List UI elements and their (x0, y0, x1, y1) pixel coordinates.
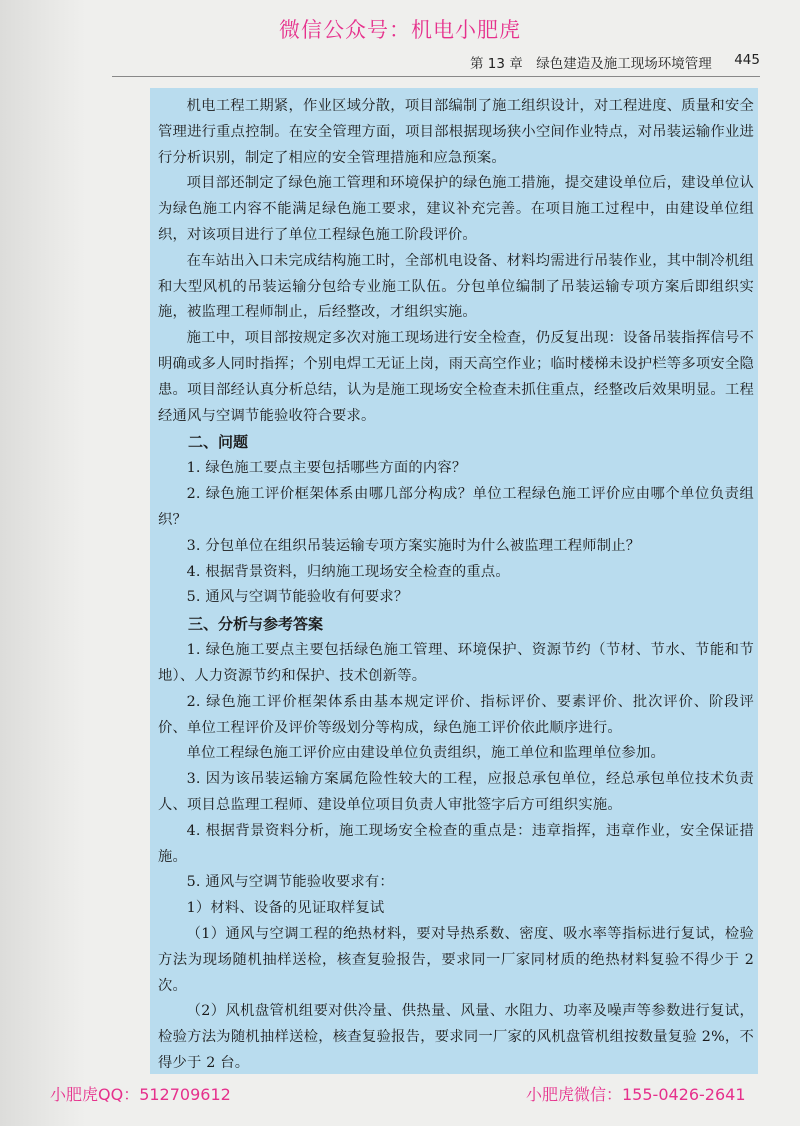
background-paragraph-1: 机电工程工期紧，作业区域分散，项目部编制了施工组织设计，对工程进度、质量和安全管理进行重点控制。在安全管理方面，项目部根据现场狭小空间作业特点，对吊装运输作业进行分析识别，制定了相应的安全管理措施和应急预案。 (158, 98, 754, 166)
answer-5-item-1: 1）材料、设备的见证取样复试 (186, 900, 385, 917)
answer-5: 5. 通风与空调节能验收要求有： (186, 874, 394, 891)
question-4: 4. 根据背景资料，归纳施工现场安全检查的重点。 (186, 563, 510, 580)
footer-qq: 小肥虎QQ：512709612 (50, 1085, 231, 1104)
answer-2: 2. 绿色施工评价框架体系由基本规定评价、指标评价、要素评价、批次评价、阶段评价、单位工程评价及评价等级划分等构成，绿色施工评价依此顺序进行。 (158, 693, 754, 736)
answers-heading: 三、分析与参考答案 (188, 615, 324, 634)
question-2: 2. 绿色施工评价框架体系由哪几部分构成？单位工程绿色施工评价应由哪个单位负责组织？ (158, 486, 754, 528)
running-head (470, 52, 760, 72)
questions-heading: 二、问题 (188, 433, 249, 452)
case-content-box (150, 88, 758, 1074)
page-number: 445 (734, 52, 760, 68)
background-paragraph-4: 施工中，项目部按规定多次对施工现场进行安全检查，仍反复出现：设备吊装指挥信号不明确或多人同时指挥；个别电焊工无证上岗，雨天高空作业；临时楼梯未设护栏等多项安全隐患。项目部经认真分析总结，认为是施工现场安全检查未抓住重点，经整改后效果明显。工程经通风与空调节能验收符合要求。 (158, 330, 754, 424)
watermark-footer (0, 1082, 800, 1108)
answer-5-item-1-2: （2）风机盘管机组要对供冷量、供热量、风量、水阻力、功率及噪声等参数进行复试，检验方法为随机抽样送检，核查复验报告，要求同一厂家的风机盘管机组按数量复验 2%，不得少于 2 台。 (158, 1003, 754, 1071)
answer-2-continued: 单位工程绿色施工评价应由建设单位负责组织，施工单位和监理单位参加。 (186, 745, 665, 762)
footer-wechat: 小肥虎微信：155-0426-2641 (526, 1085, 746, 1104)
background-paragraph-2: 项目部还制定了绿色施工管理和环境保护的绿色施工措施，提交建设单位后，建设单位认为绿色施工内容不能满足绿色施工要求，建议补充完善。在项目施工过程中，由建设单位组织，对该项目进行了单位工程绿色施工阶段评价。 (158, 175, 754, 243)
answer-5-item-1-1: （1）通风与空调工程的绝热材料，要对导热系数、密度、吸水率等指标进行复试，检验方法为现场随机抽样送检，核查复验报告，要求同一厂家同材质的绝热材料复验不得少于 2 次。 (158, 925, 754, 994)
chapter-title: 第 13 章 绿色建造及施工现场环境管理 (470, 56, 712, 72)
watermark-top: 微信公众号：机电小肥虎 (279, 18, 521, 42)
question-3: 3. 分包单位在组织吊装运输专项方案实施时为什么被监理工程师制止？ (186, 537, 641, 554)
question-1: 1. 绿色施工要点主要包括哪些方面的内容？ (186, 460, 467, 477)
header-rule (112, 76, 760, 77)
answer-1: 1. 绿色施工要点主要包括绿色施工管理、环境保护、资源节约（节材、节水、节能和节地）、人力资源节约和保护、技术创新等。 (158, 642, 754, 684)
question-5: 5. 通风与空调节能验收有何要求？ (186, 589, 409, 606)
background-paragraph-3: 在车站出入口未完成结构施工时，全部机电设备、材料均需进行吊装作业，其中制冷机组和大型风机的吊装运输分包给专业施工队伍。分包单位编制了吊装运输专项方案后即组织实施，被监理工程师制止，后经整改，才组织实施。 (158, 252, 754, 321)
answer-4: 4. 根据背景资料分析，施工现场安全检查的重点是：违章指挥，违章作业，安全保证措施。 (158, 822, 754, 865)
page-binding-shadow (0, 0, 86, 1126)
answer-3: 3. 因为该吊装运输方案属危险性较大的工程，应报总承包单位，经总承包单位技术负责人、项目总监理工程师、建设单位项目负责人审批签字后方可组织实施。 (158, 771, 754, 813)
